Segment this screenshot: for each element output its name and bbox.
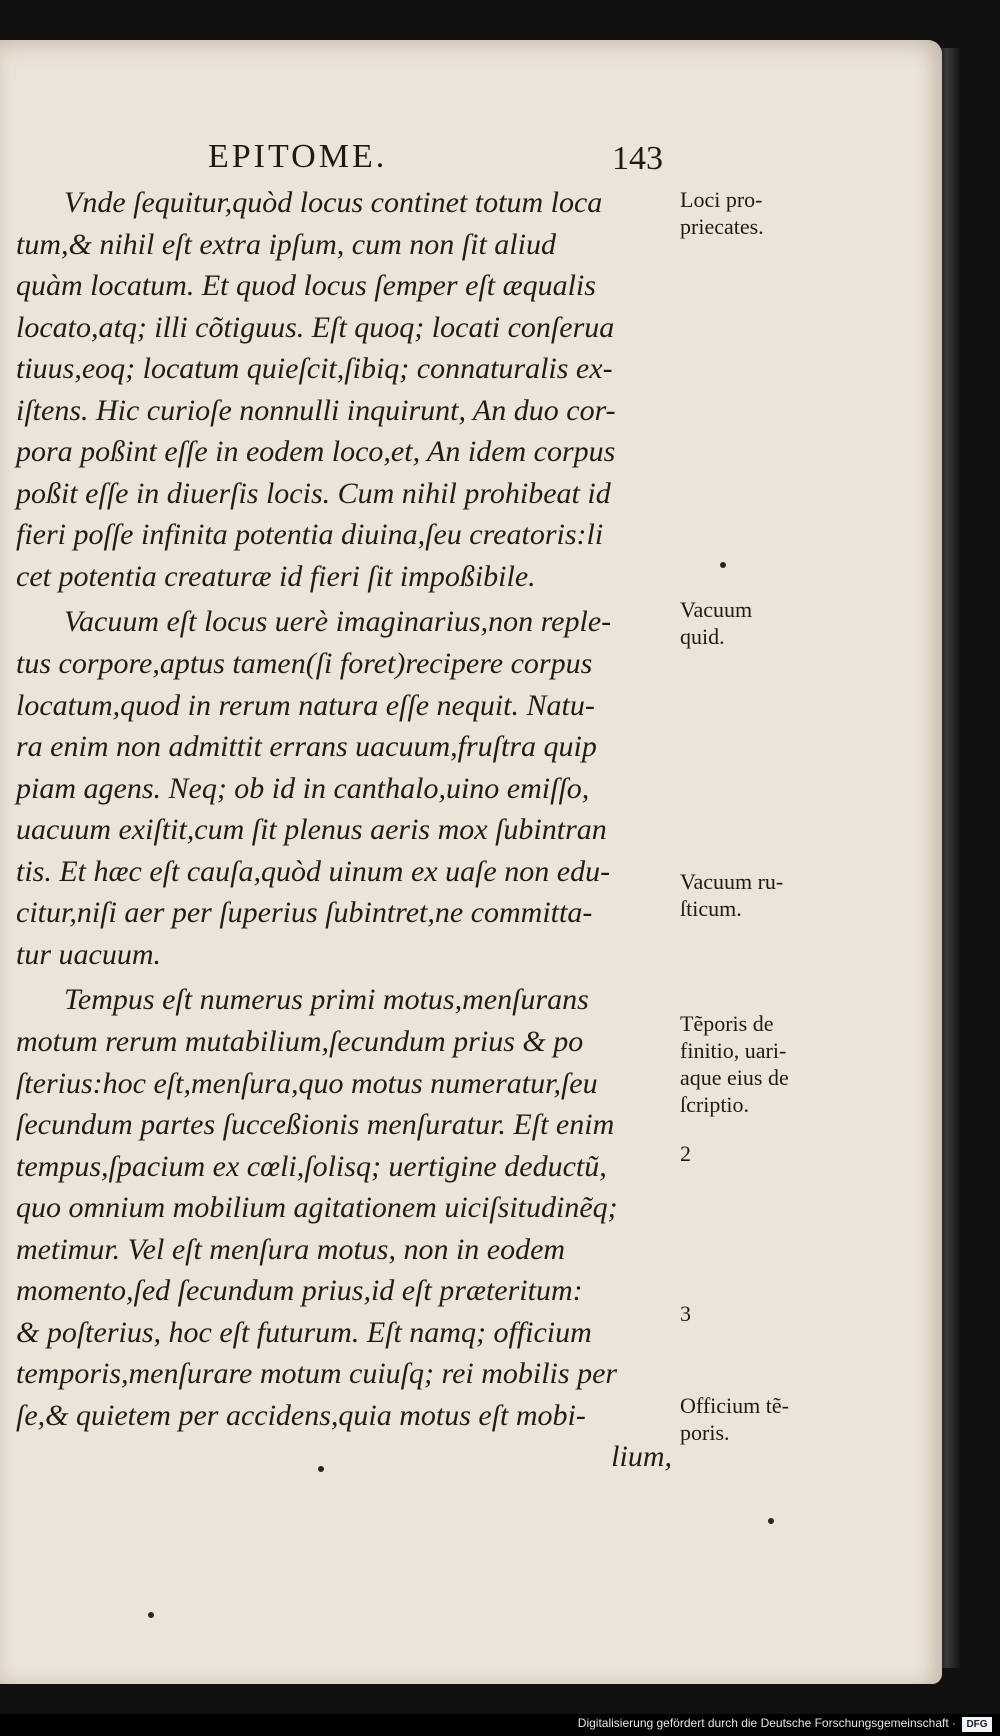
text-line: uacuum exiſtit,cum ſit plenus aeris mox ſubintran	[16, 813, 607, 846]
text-line: tiuus,eoq; locatum quieſcit,ſibiq; connaturalis ex-	[16, 352, 613, 385]
text-line: tempus,ſpacium ex cœli,ſolisq; uertigine deductũ,	[16, 1149, 607, 1183]
marginal-numeral-3: 3	[680, 1301, 691, 1326]
text-line: ra enim non admittit errans uacuum,fruſtra quip	[16, 730, 597, 763]
text-line: tum,& nihil eſt extra ipſum, cum non ſit aliud	[16, 227, 556, 261]
text-line: ſe,& quietem per accidens,quia motus eſt mobi-	[16, 1398, 586, 1432]
page-number: 143	[612, 140, 663, 177]
text-line: momento,ſed ſecundum prius,id eſt præteritum:	[16, 1274, 583, 1307]
text-line: lium,	[611, 1440, 672, 1473]
text-line: fieri poſſe infinita potentia diuina,ſeu creatoris:li	[16, 518, 604, 551]
text-line: locato,atq; illi cõtiguus. Eſt quoq; locati conſerua	[16, 310, 615, 344]
text-line: Tempus eſt numerus primi motus,menſurans	[64, 983, 589, 1016]
ink-speck	[720, 562, 726, 568]
marginal-note-temporis-definitio: Tẽporis de finitio, uari- aque eius de ſcriptio.	[680, 1011, 789, 1117]
marginal-note-officium-temporis: Officium tẽ- poris.	[680, 1393, 789, 1445]
marginal-note-vacuum-rusticum: Vacuum ru- ſticum.	[680, 869, 784, 921]
text-line: Vnde ſequitur,quòd locus continet totum loca	[64, 186, 603, 219]
ink-speck	[318, 1466, 324, 1472]
ink-speck	[148, 1612, 154, 1618]
running-title: EPITOME.	[208, 138, 388, 175]
text-line: metimur. Vel eſt menſura motus, non in eodem	[16, 1232, 566, 1266]
text-line: citur,niſi aer per ſuperius ſubintret,ne committa-	[16, 896, 593, 929]
text-line: locatum,quod in rerum natura eſſe nequit. Natu-	[16, 688, 595, 722]
text-line: iſtens. Hic curioſe nonnulli inquirunt, An duo cor-	[16, 393, 616, 427]
text-line: quàm locatum. Et quod locus ſemper eſt æqualis	[16, 269, 596, 302]
ink-speck	[768, 1518, 774, 1524]
text-line: tus corpore,aptus tamen(ſi foret)recipere corpus	[16, 647, 593, 680]
text-line: quo omnium mobilium agitationem uiciſsitudinẽq;	[16, 1191, 618, 1224]
marginal-note-loci-proprietates: Loci pro- priecates.	[680, 187, 764, 239]
text-line: poßit eſſe in diuerſis locis. Cum nihil prohibeat id	[16, 476, 611, 510]
text-line: tur uacuum.	[16, 937, 161, 971]
text-line: tis. Et hæc eſt cauſa,quòd uinum ex uaſe non edu-	[16, 854, 611, 888]
text-line: temporis,menſurare motum cuiuſq; rei mobilis per	[16, 1357, 618, 1390]
text-line: ſecundum partes ſucceßionis menſuratur. Eſt enim	[16, 1108, 615, 1141]
text-line: ſterius:hoc eſt,menſura,quo motus numeratur,ſeu	[16, 1066, 598, 1100]
text-line: motum rerum mutabilium,ſecundum prius & po	[16, 1025, 584, 1058]
main-text-block	[16, 182, 676, 1478]
dfg-logo: DFG	[962, 1717, 992, 1732]
text-line: pora poßint eſſe in eodem loco,et, An idem corpus	[16, 435, 616, 468]
text-line: Vacuum eſt locus uerè imaginarius,non reple-	[64, 605, 612, 638]
text-line: & poſterius, hoc eſt futurum. Eſt namq; officium	[16, 1315, 592, 1349]
text-line: piam agens. Neq; ob id in canthalo,uino emiſſo,	[16, 771, 590, 805]
marginal-note-vacuum-quid: Vacuum quid.	[680, 597, 753, 649]
marginal-numeral-2: 2	[680, 1141, 691, 1166]
text-line: cet potentia creaturæ id fieri ſit impoßibile.	[16, 559, 536, 593]
digitization-credit: Digitalisierung gefördert durch die Deutsche Forschungsgemeinschaft ·	[577, 1716, 956, 1730]
